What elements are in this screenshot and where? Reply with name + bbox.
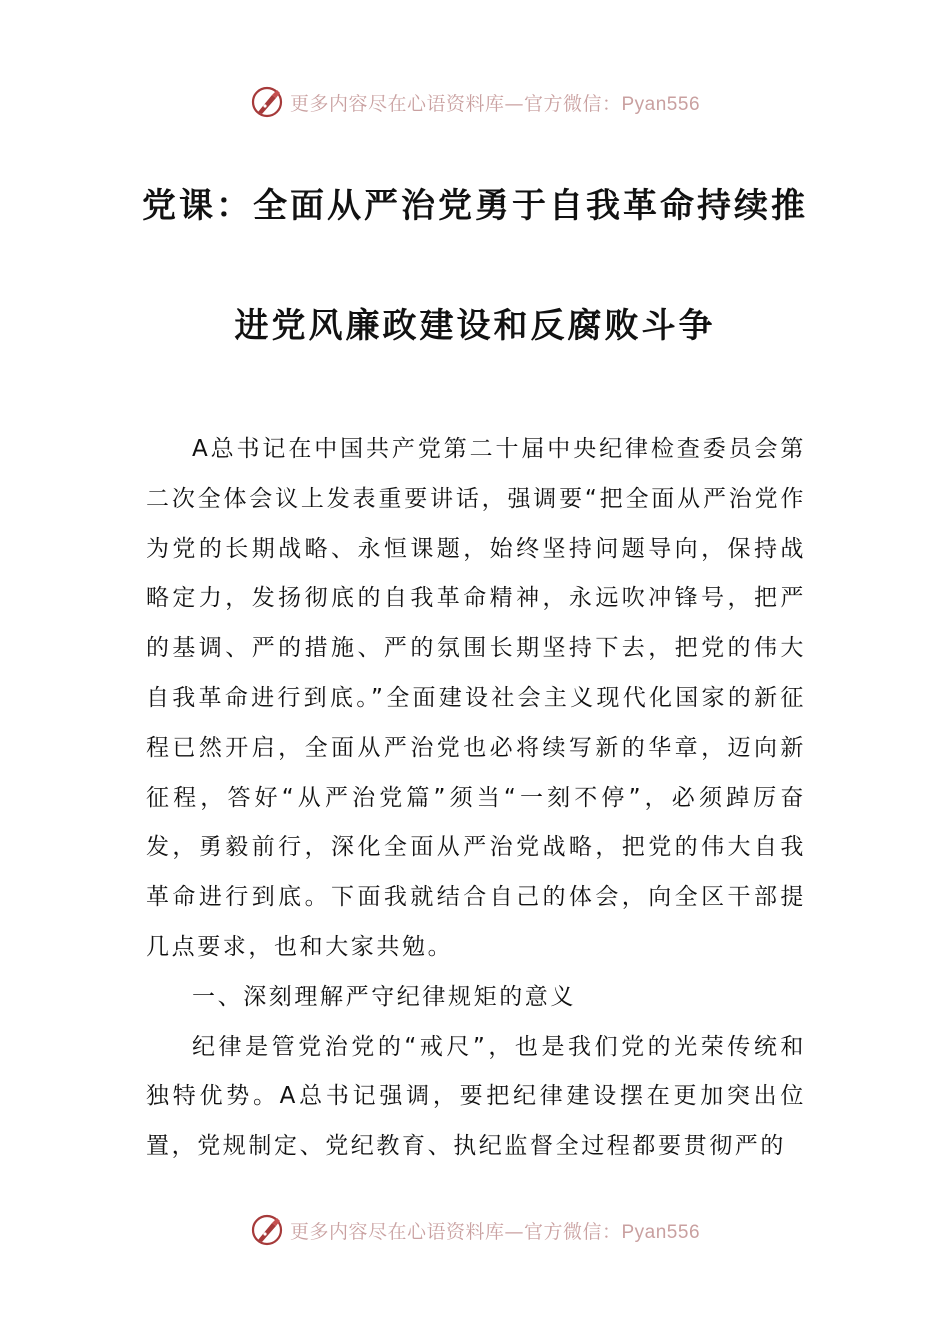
paragraph-intro: A总书记在中国共产党第二十届中央纪律检查委员会第二次全体会议上发表重要讲话，强调要“把全面从严治党作为党的长期战略、永恒课题，始终坚持问题导向，保持战略定力，发扬彻底的自我革命精神，永远吹冲锋号，把严的基调、严的措施、严的氛围长期坚持下去，把党的伟大自我革命进行到底。”全面建设社会主义现代化国家的新征程已然开启，全面从严治党也必将续写新的华章，迈向新征程，答好“从严治党篇”须当“一刻不停”，必须踔厉奋发，勇毅前行，深化全面从严治党战略，把党的伟大自我革命进行到底。下面我就结合自己的体会，向全区干部提几点要求，也和大家共勉。 xyxy=(146,436,806,960)
pen-nib-logo-icon xyxy=(250,1213,284,1247)
watermark-banner-top xyxy=(0,82,950,122)
watermark-wechat-id: Pyan556 xyxy=(621,93,701,115)
paragraph-discipline: 纪律是管党治党的“戒尺”，也是我们党的光荣传统和独特优势。A总书记强调，要把纪律建设摆在更加突出位置，党规制定、党纪教育、执纪监督全过程都要贯彻严的 xyxy=(146,1033,806,1160)
document-title-line-2: 进党风廉政建设和反腐败斗争 xyxy=(234,306,716,346)
document-body xyxy=(146,425,806,1172)
watermark-banner-bottom xyxy=(0,1210,950,1250)
watermark-text: 更多内容尽在心语资料库—官方微信：Pyan556 xyxy=(289,92,701,115)
watermark-text: 更多内容尽在心语资料库—官方微信：Pyan556 xyxy=(289,1220,701,1243)
watermark-wechat-id: Pyan556 xyxy=(621,1221,701,1243)
document-title-line-1: 党课：全面从严治党勇于自我革命持续推 xyxy=(142,186,808,226)
pen-nib-logo-icon xyxy=(250,85,284,119)
section-heading-1: 一、深刻理解严守纪律规矩的意义 xyxy=(192,983,576,1010)
